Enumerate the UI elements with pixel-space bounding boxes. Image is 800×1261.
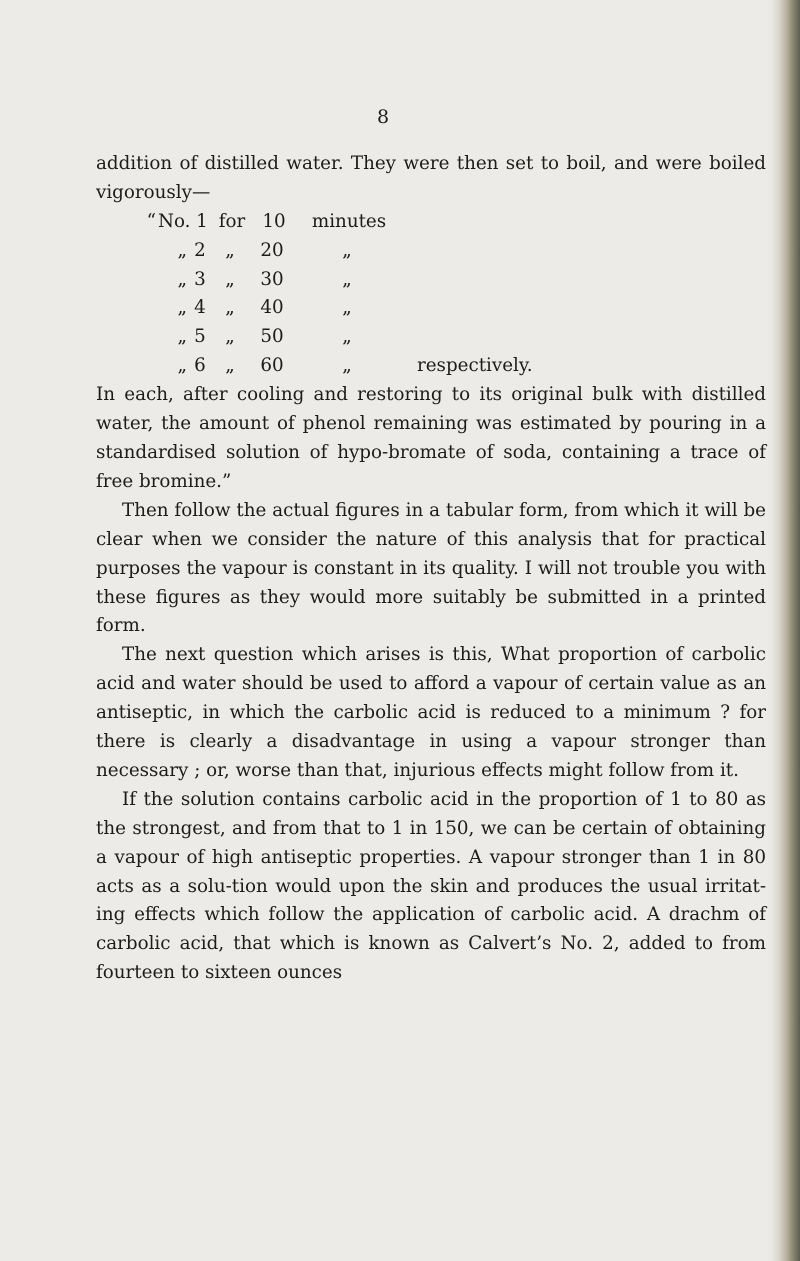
list-item bbox=[96, 266, 766, 295]
paragraph-next: The next question which arises is this, What proportion of carbolic acid and water should be used to afford a vapour of certain value as an antiseptic, in which the carbolic acid is reduced to a minimum ? for there is clearly a disadvantage in using a vapour stronger than necessary ; or, worse than that, injurious effects might follow from it. bbox=[96, 644, 766, 781]
open-quote: “ bbox=[146, 210, 156, 232]
list-item bbox=[96, 323, 766, 352]
minutes-value: 10 bbox=[262, 210, 286, 232]
minutes-value: 40 bbox=[260, 297, 284, 319]
minutes-word: minutes bbox=[311, 210, 387, 232]
ditto-mark: „ bbox=[225, 239, 235, 261]
list-item bbox=[96, 237, 766, 266]
minutes-value: 60 bbox=[260, 355, 284, 377]
page-binding-edge bbox=[770, 0, 800, 1261]
ditto-mark: „ bbox=[342, 355, 352, 377]
ditto-mark: „ bbox=[225, 355, 235, 377]
ditto-mark: „ bbox=[225, 326, 235, 348]
ditto-mark: „ bbox=[177, 268, 187, 290]
ditto-mark: „ bbox=[177, 239, 187, 261]
ditto-mark: „ bbox=[225, 268, 235, 290]
respectively-word: respectively. bbox=[417, 355, 533, 377]
list-item bbox=[96, 352, 766, 381]
item-number: 6 bbox=[194, 355, 206, 377]
paragraph-then: Then follow the actual figures in a tabular form, from which it will be clear when we consider the nature of this analysis that for practical purposes the vapour is constant in its quality. I will not trouble you with these figures as they would more suitably be submitted in a printed form. bbox=[96, 499, 766, 637]
item-number: 1 bbox=[196, 210, 208, 232]
minutes-value: 50 bbox=[260, 326, 284, 348]
item-number: 4 bbox=[194, 297, 206, 319]
item-number: 5 bbox=[194, 326, 206, 348]
page-number: 8 bbox=[376, 106, 390, 128]
boiling-times-list bbox=[96, 208, 766, 381]
ditto-mark: „ bbox=[342, 326, 352, 348]
paragraph-each: In each, after cooling and restoring to its original bulk with distilled water, the amount of phenol remaining was estimated by pouring in a standardised solution of hypo-bromate of soda, containing a trace of free bromine.” bbox=[96, 384, 766, 492]
ditto-mark: „ bbox=[342, 268, 352, 290]
paragraph-if: If the solution contains carbolic acid in the proportion of 1 to 80 as the strongest, and from that to 1 in 150, we can be certain of obtaining a vapour of high antiseptic properties. A vapour stronger than 1 in 80 acts as a solu-tion would upon the skin and produces the usual irritat-ing effects which follow the application of carbolic acid. A drachm of carbolic acid, that which is known as Calvert’s No. 2, added to from fourteen to sixteen ounces bbox=[96, 788, 766, 984]
ditto-mark: „ bbox=[225, 297, 235, 319]
ditto-mark: „ bbox=[342, 239, 352, 261]
ditto-mark: „ bbox=[342, 297, 352, 319]
item-number: 2 bbox=[194, 239, 206, 261]
minutes-value: 30 bbox=[260, 268, 284, 290]
ditto-mark: „ bbox=[177, 326, 187, 348]
paragraph-intro: addition of distilled water. They were then set to boil, and were boiled vigorously— bbox=[96, 153, 766, 203]
list-item bbox=[96, 208, 766, 237]
ditto-mark: „ bbox=[177, 297, 187, 319]
item-number: 3 bbox=[194, 268, 206, 290]
ditto-mark: „ bbox=[177, 355, 187, 377]
list-item bbox=[96, 294, 766, 323]
no-label: No. bbox=[158, 210, 191, 232]
minutes-value: 20 bbox=[260, 239, 284, 261]
body-text bbox=[96, 150, 766, 988]
for-word: for bbox=[218, 210, 246, 232]
